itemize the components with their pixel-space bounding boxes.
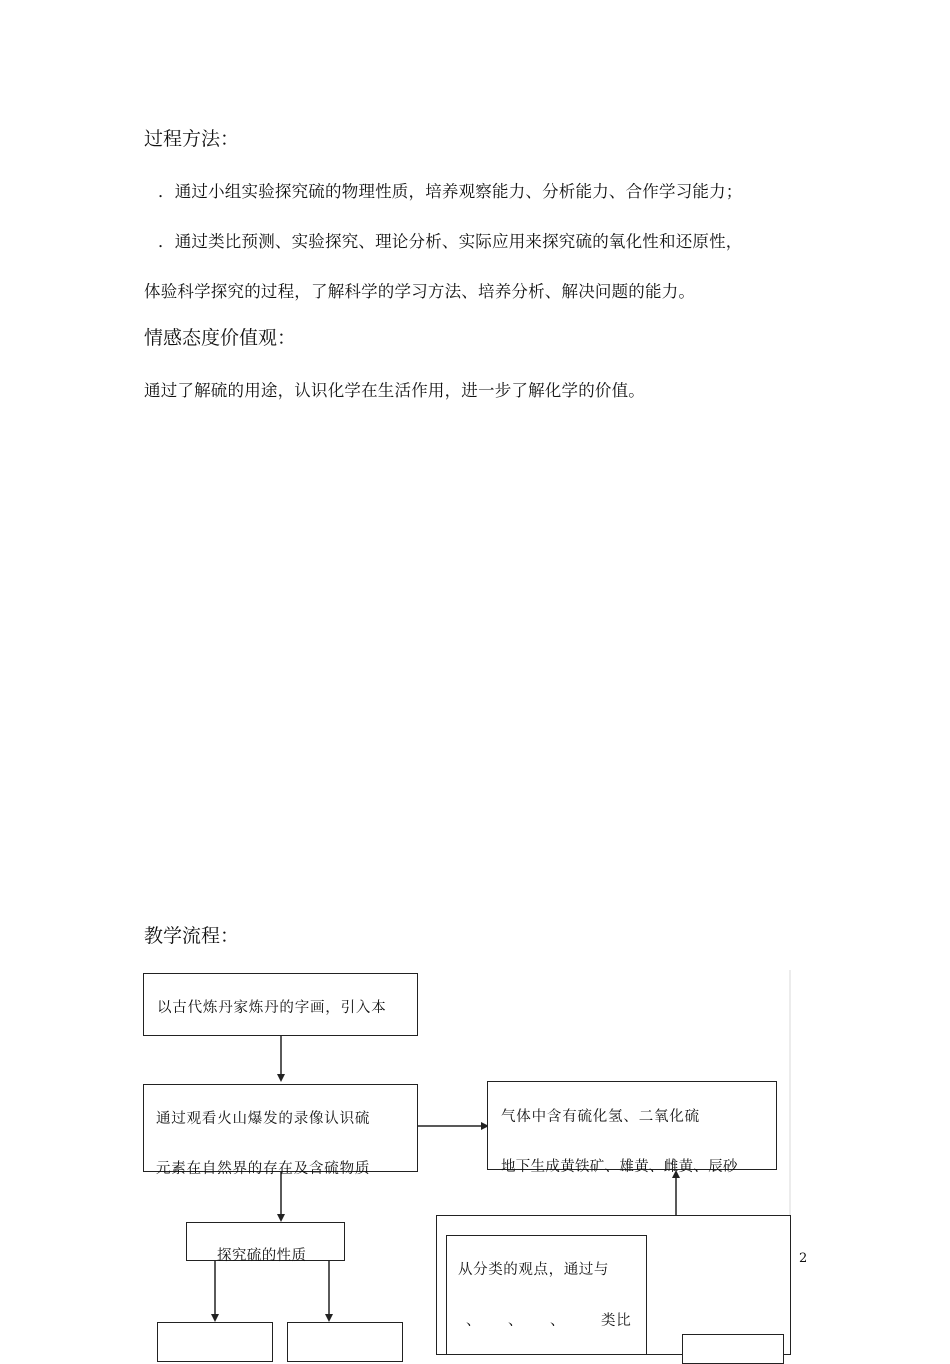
- page-number: 2: [799, 1251, 808, 1266]
- process-method-line-2: ．通过类比预测、实验探究、理论分析、实际应用来探究硫的氧化性和还原性，: [158, 232, 743, 251]
- flow-box-bottom-right: [287, 1322, 403, 1362]
- emotion-values-line-1: 通过了解硫的用途，认识化学在生活作用，进一步了解化学的价值。: [144, 381, 645, 400]
- flow-box-classification-sep-2: 、: [508, 1313, 524, 1329]
- flow-box-classification: [446, 1235, 647, 1355]
- process-method-line-3: 体验科学探究的过程，了解科学的学习方法、培养分析、解决问题的能力。: [144, 282, 696, 301]
- flow-box-bottom-far-right: [682, 1334, 784, 1364]
- process-method-heading: 过程方法：: [144, 128, 240, 150]
- flow-box-classification-analogy: 类比: [601, 1313, 632, 1329]
- flow-box-intro-text: 以古代炼丹家炼丹的字画，引入本: [157, 1000, 387, 1016]
- flow-box-explore-properties-text: 探究硫的性质: [217, 1248, 307, 1264]
- flow-box-sulfur-existence-line-1: 气体中含有硫化氢、二氧化硫: [501, 1109, 700, 1125]
- flow-box-classification-line-1: 从分类的观点，通过与: [458, 1262, 609, 1278]
- flow-box-sulfur-existence-line-2: 地下生成黄铁矿、雄黄、雌黄、辰砂: [501, 1159, 738, 1175]
- flow-box-volcano-line-1: 通过观看火山爆发的录像认识硫: [156, 1111, 371, 1127]
- flow-box-classification-sep-1: 、: [466, 1313, 482, 1329]
- flow-box-volcano-line-2: 元素在自然界的存在及含硫物质: [156, 1161, 371, 1177]
- emotion-values-heading: 情感态度价值观：: [144, 327, 297, 349]
- teaching-flow-heading: 教学流程：: [144, 925, 240, 947]
- process-method-line-1: ．通过小组实验探究硫的物理性质，培养观察能力、分析能力、合作学习能力；: [158, 182, 743, 201]
- flow-box-bottom-left: [157, 1322, 273, 1362]
- flow-box-classification-sep-3: 、: [550, 1313, 566, 1329]
